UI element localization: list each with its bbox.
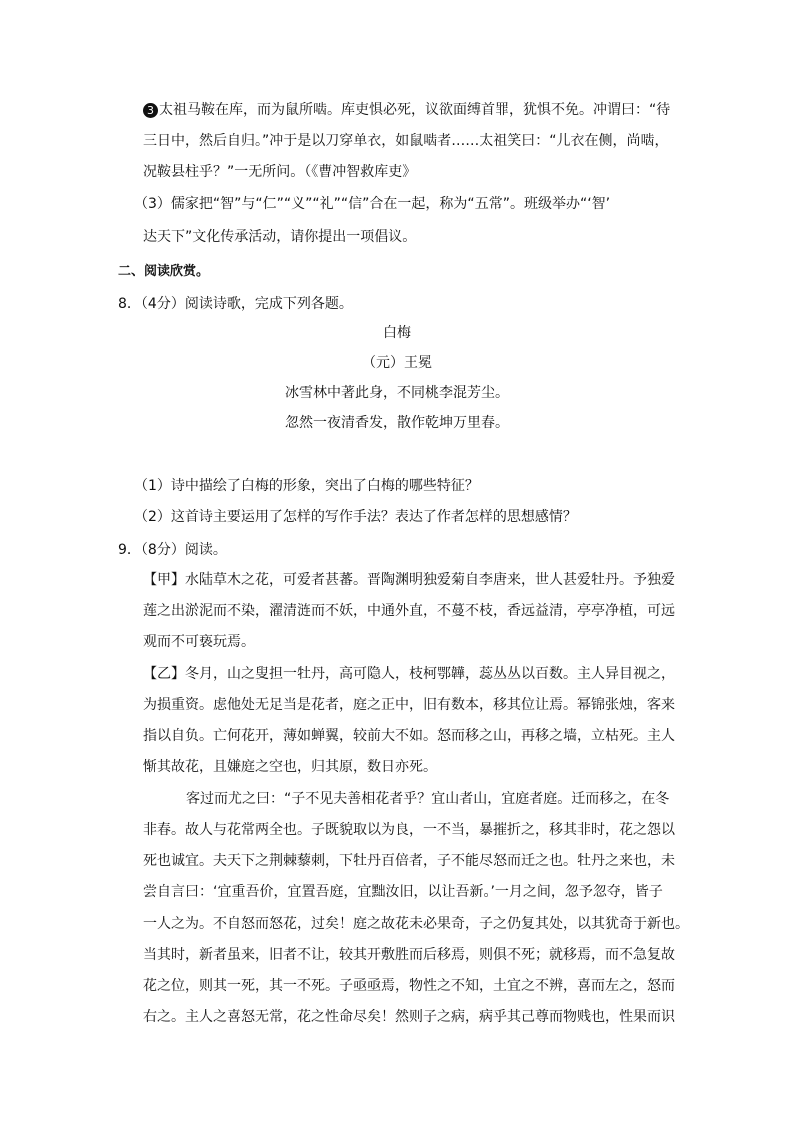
q8-sub2: （2）这首诗主要运用了怎样的写作手法？表达了作者怎样的思想感情？: [134, 509, 577, 525]
q8-sub1: （1）诗中描绘了白梅的形象，突出了白梅的哪些特征？: [134, 478, 479, 494]
jia-line2: 莲之出淤泥而不染，濯清涟而不妖，中通外直，不蔓不枝，香远益清，亭亭净植，可远: [143, 603, 675, 619]
poem-title: 白梅: [383, 325, 411, 341]
yi-line9: 一人之为。不自怒而怒花，过矣！庭之故花未必果奇，子之仍复其处，以其犹奇于新也。: [143, 916, 689, 932]
yi-line6: 非春。故人与花常两全也。子既貌取以为良，一不当，暴摧折之，移其非时，花之怨以: [143, 822, 675, 838]
yi-line8: 尝自言曰：‘宜重吾价，宜置吾庭，宜黜汝旧，以让吾新。’一月之间，忽予忽夺，皆子: [143, 884, 663, 900]
q8-stem: 8．（4分）阅读诗歌，完成下列各题。: [118, 296, 353, 312]
yi-line1: 【乙】冬月，山之叟担一牡丹，高可隐人，枝柯鄂韡，蕊丛丛以百数。主人异目视之，: [143, 666, 675, 682]
yi-line3: 指以自负。亡何花开，薄如蝉翼，较前大不如。怒而移之山，再移之墙，立枯死。主人: [143, 728, 675, 744]
yi-line11: 花之位，则其一死，其一不死。子亟亟焉，物性之不知，土宜之不辨，喜而左之，怒而: [143, 978, 675, 994]
passage3-line1: 3 太祖马鞍在库，而为鼠所啮。库吏惧必死，议欲面缚首罪，犹惧不免。冲谓曰：“待: [143, 100, 670, 120]
yi-line12: 右之。主人之喜怒无常，花之性命尽矣！然则子之病，病乎其己尊而物贱也，性果而识: [143, 1009, 675, 1025]
q7-sub3-line2: 达天下”文化传承活动，请你提出一项倡议。: [143, 229, 417, 245]
poem-line1: 冰雪林中著此身，不同桃李混芳尘。: [285, 385, 509, 401]
q7-sub3-line1: （3）儒家把“智”与“仁”“义”“礼”“信”合在一起，称为“五常”。班级举办“‘智’: [134, 196, 611, 212]
yi-line10: 当其时，新者虽来，旧者不让，较其开敷胜而后移焉，则俱不死；就移焉，而不急复故: [143, 947, 675, 963]
yi-line7: 死也诚宜。夫天下之荆棘藜刺，下牡丹百倍者，子不能尽怒而迁之也。牡丹之来也，未: [143, 853, 675, 869]
jia-line3: 观而不可亵玩焉。: [143, 634, 255, 650]
section-title: 二、阅读欣赏。: [118, 264, 210, 279]
poem-line2: 忽然一夜清香发，散作乾坤万里春。: [285, 415, 509, 431]
q9-stem: 9．（8分）阅读。: [118, 542, 227, 558]
yi-line5: 客过而尤之曰：“子不见夫善相花者乎？宜山者山，宜庭者庭。迁而移之，在冬: [186, 791, 670, 807]
passage3-line3: 况鞍县柱乎？”一无所问。（《曹冲智救库吏》: [143, 164, 417, 180]
circled-number-3: 3: [143, 103, 158, 118]
poem-author: （元）王冕: [362, 355, 432, 371]
yi-line2: 为损重资。虑他处无足当是花者，庭之正中，旧有数本，移其位让焉。幂锦张烛，客来: [143, 697, 675, 713]
jia-line1: 【甲】水陆草木之花，可爱者甚蕃。晋陶渊明独爱菊自李唐来，世人甚爱牡丹。予独爱: [143, 572, 675, 588]
passage3-line2: 三日中，然后自归。”冲于是以刀穿单衣，如鼠啮者……太祖笑曰：“儿衣在侧，尚啮，: [143, 133, 669, 149]
yi-line4: 惭其故花，且嫌庭之空也，归其原，数日亦死。: [143, 759, 437, 775]
